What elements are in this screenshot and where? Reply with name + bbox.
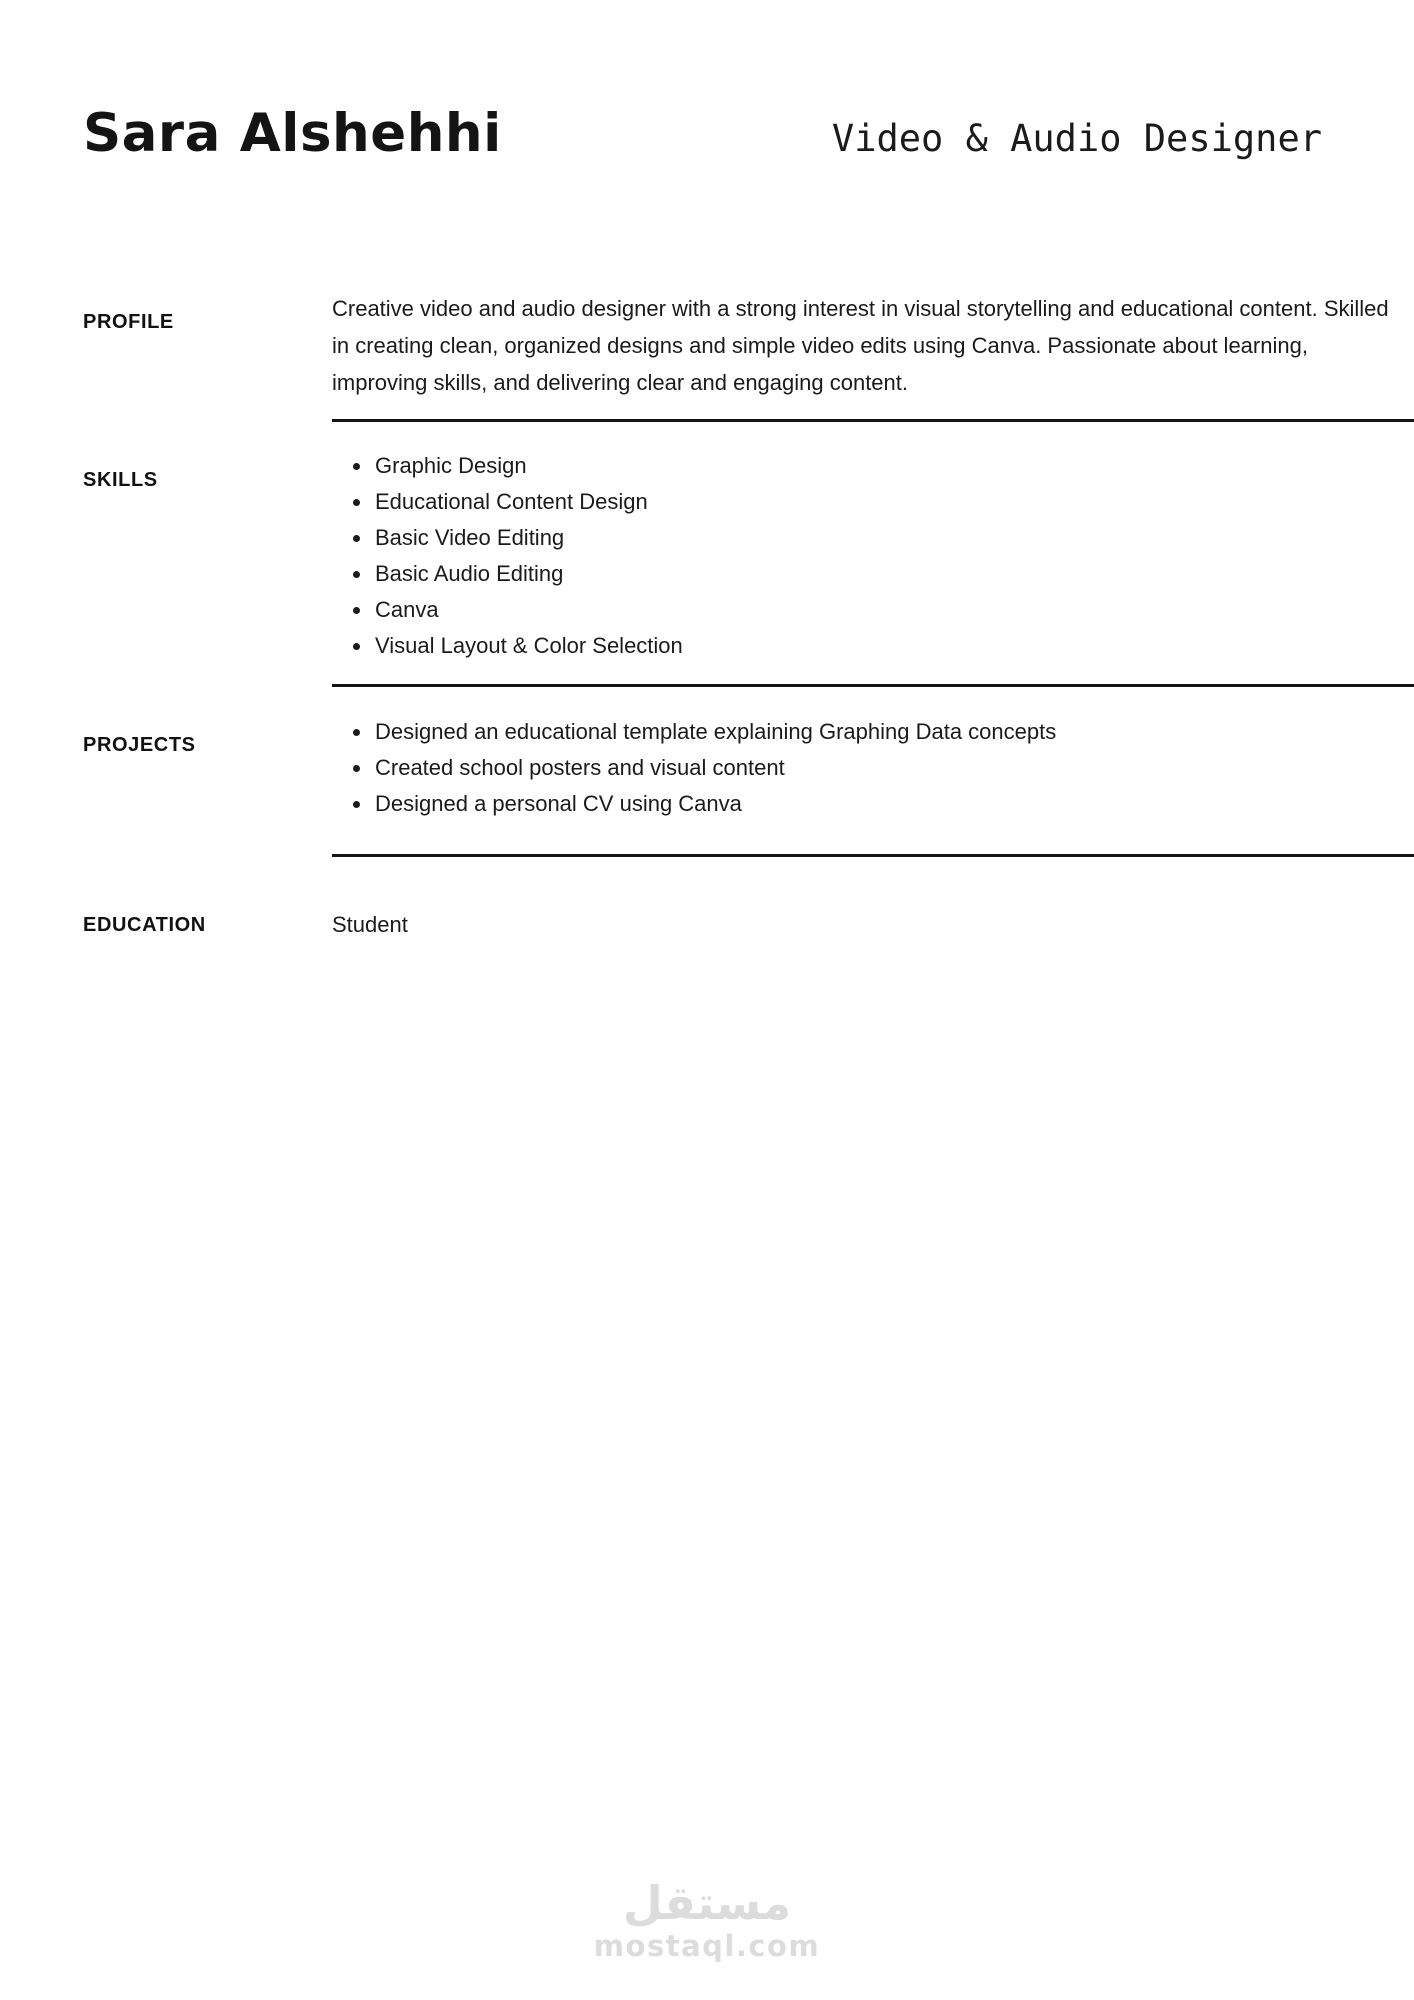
header [83, 0, 1414, 162]
projects-list [332, 714, 1414, 822]
skill-text: Graphic Design [375, 453, 527, 478]
skill-text: Visual Layout & Color Selection [375, 633, 683, 658]
project-text: Created school posters and visual content [375, 755, 785, 780]
watermark [594, 1878, 820, 1962]
mostaql-site-text: mostaql.com [593, 1929, 821, 1963]
bullet-icon [353, 765, 360, 772]
section-divider [332, 684, 1414, 687]
list-item [332, 786, 1414, 822]
project-text: Designed a personal CV using Canva [375, 791, 742, 816]
list-item [332, 448, 1414, 484]
list-item [332, 520, 1414, 556]
skill-text: Canva [375, 597, 439, 622]
bullet-icon [353, 535, 360, 542]
section-education [83, 857, 1414, 939]
section-projects [83, 687, 1414, 857]
projects-section-label: PROJECTS [83, 734, 196, 756]
list-item [332, 592, 1414, 628]
project-text: Designed an educational template explaining Graphing Data concepts [375, 719, 1057, 744]
skills-section-label: SKILLS [83, 469, 158, 491]
section-skills [83, 422, 1414, 687]
section-profile [83, 290, 1414, 422]
list-item [332, 714, 1414, 750]
section-divider [332, 419, 1414, 422]
bullet-icon [353, 571, 360, 578]
bullet-icon [353, 729, 360, 736]
skill-text: Basic Video Editing [375, 525, 565, 550]
list-item [332, 628, 1414, 664]
skill-text: Basic Audio Editing [375, 561, 564, 586]
job-title: Video & Audio Designer [831, 117, 1322, 160]
bullet-icon [353, 801, 360, 808]
bullet-icon [353, 607, 360, 614]
list-item [332, 556, 1414, 592]
list-item [332, 750, 1414, 786]
section-divider [332, 854, 1414, 857]
profile-section-label: PROFILE [83, 311, 174, 333]
bullet-icon [353, 463, 360, 470]
skill-text: Educational Content Design [375, 489, 648, 514]
skills-list [332, 448, 1414, 664]
bullet-icon [353, 499, 360, 506]
education-text: Student [332, 912, 408, 937]
person-name: Sara Alshehhi [83, 103, 502, 164]
list-item [332, 484, 1414, 520]
profile-text: Creative video and audio designer with a strong interest in visual storytelling and educational content. Skilled in creating clean, organized designs and simple video edits using Canva. Passionate about learning, improving skills, and delivering clear and engaging content. [332, 296, 1389, 395]
education-section-label: EDUCATION [83, 914, 206, 936]
bullet-icon [353, 643, 360, 650]
mostaql-logo: مستقل [622, 1876, 792, 1930]
